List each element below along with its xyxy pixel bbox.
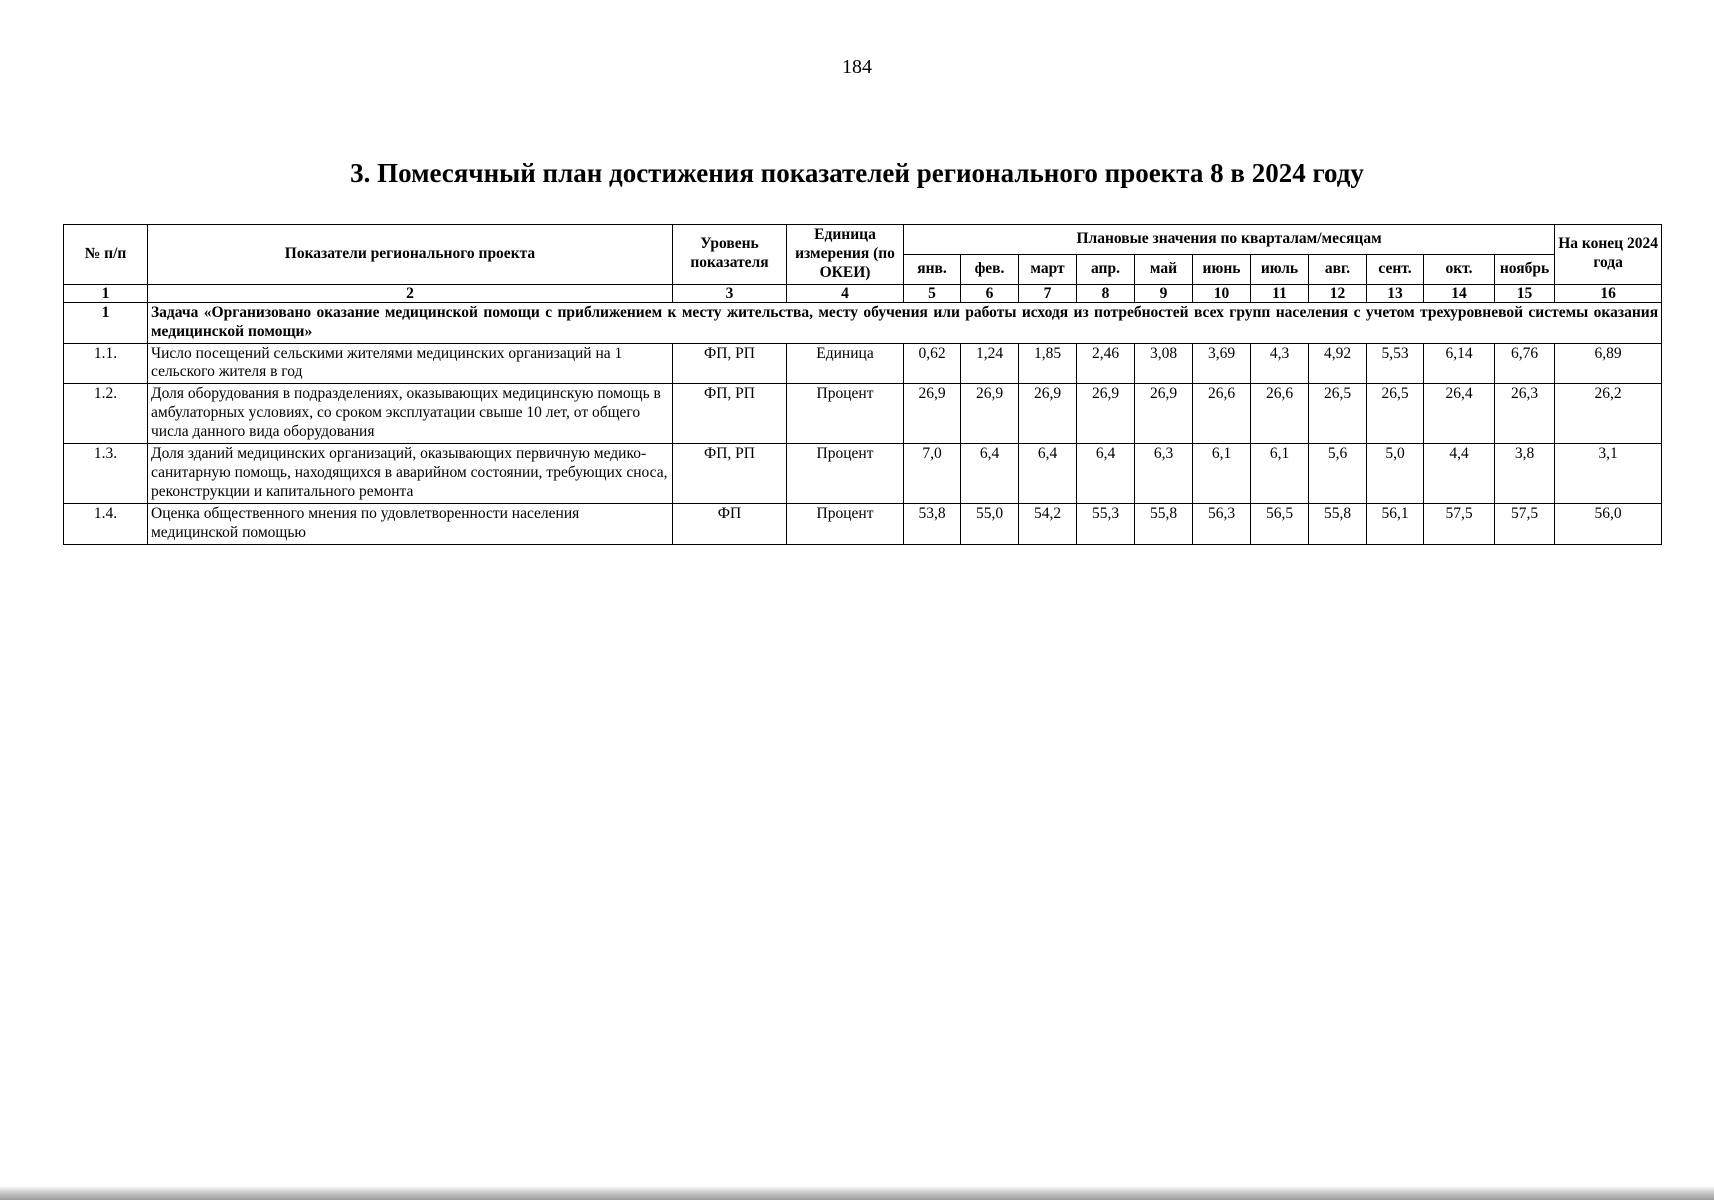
header-end-of-year: На конец 2024 года: [1555, 225, 1662, 285]
indicator-level: ФП, РП: [673, 444, 787, 504]
month-value: 1,85: [1019, 343, 1077, 384]
column-number: 2: [148, 284, 673, 302]
month-value: 7,0: [904, 444, 961, 504]
column-number: 3: [673, 284, 787, 302]
task-number: 1: [64, 302, 148, 343]
month-value: 6,76: [1495, 343, 1555, 384]
month-value: 55,8: [1309, 503, 1367, 544]
row-number: 1.1.: [64, 343, 148, 384]
column-number: 9: [1135, 284, 1193, 302]
header-row-top: [64, 225, 1662, 255]
end-of-year-value: 56,0: [1555, 503, 1662, 544]
header-indicator: Показатели регионального проекта: [148, 225, 673, 285]
month-value: 53,8: [904, 503, 961, 544]
month-value: 26,9: [1019, 384, 1077, 444]
end-of-year-value: 26,2: [1555, 384, 1662, 444]
indicator-level: ФП, РП: [673, 343, 787, 384]
monthly-plan-table: [63, 224, 1662, 545]
indicator-name: Число посещений сельскими жителями медицинских организаций на 1 сельского жителя в год: [148, 343, 673, 384]
end-of-year-value: 3,1: [1555, 444, 1662, 504]
month-value: 26,9: [1077, 384, 1135, 444]
row-number: 1.4.: [64, 503, 148, 544]
month-value: 57,5: [1424, 503, 1495, 544]
month-value: 26,5: [1367, 384, 1424, 444]
indicator-unit: Процент: [787, 503, 904, 544]
month-value: 6,3: [1135, 444, 1193, 504]
task-row: [64, 302, 1662, 343]
month-value: 4,92: [1309, 343, 1367, 384]
month-value: 6,1: [1251, 444, 1309, 504]
header-month: янв.: [904, 254, 961, 284]
month-value: 26,4: [1424, 384, 1495, 444]
table-row: [64, 503, 1662, 544]
indicator-unit: Процент: [787, 444, 904, 504]
column-number: 5: [904, 284, 961, 302]
table-row: [64, 343, 1662, 384]
column-number: 13: [1367, 284, 1424, 302]
month-value: 26,5: [1309, 384, 1367, 444]
month-value: 56,3: [1193, 503, 1251, 544]
month-value: 6,4: [961, 444, 1019, 504]
month-value: 5,6: [1309, 444, 1367, 504]
month-value: 26,6: [1193, 384, 1251, 444]
header-month: ноябрь: [1495, 254, 1555, 284]
month-value: 0,62: [904, 343, 961, 384]
month-value: 57,5: [1495, 503, 1555, 544]
month-value: 55,3: [1077, 503, 1135, 544]
header-month: сент.: [1367, 254, 1424, 284]
header-month: март: [1019, 254, 1077, 284]
month-value: 26,9: [904, 384, 961, 444]
month-value: 3,08: [1135, 343, 1193, 384]
header-level: Уровень показателя: [673, 225, 787, 285]
column-number: 11: [1251, 284, 1309, 302]
month-value: 55,0: [961, 503, 1019, 544]
month-value: 4,4: [1424, 444, 1495, 504]
indicator-name: Оценка общественного мнения по удовлетворенности населения медицинской помощью: [148, 503, 673, 544]
month-value: 54,2: [1019, 503, 1077, 544]
month-value: 56,5: [1251, 503, 1309, 544]
indicator-level: ФП, РП: [673, 384, 787, 444]
header-no: № п/п: [64, 225, 148, 285]
month-value: 26,3: [1495, 384, 1555, 444]
month-value: 5,53: [1367, 343, 1424, 384]
header-month: июнь: [1193, 254, 1251, 284]
column-number: 1: [64, 284, 148, 302]
row-number: 1.3.: [64, 444, 148, 504]
header-month: окт.: [1424, 254, 1495, 284]
month-value: 26,9: [1135, 384, 1193, 444]
month-value: 6,14: [1424, 343, 1495, 384]
column-number: 7: [1019, 284, 1077, 302]
column-number: 14: [1424, 284, 1495, 302]
month-value: 2,46: [1077, 343, 1135, 384]
header-month: фев.: [961, 254, 1019, 284]
indicator-level: ФП: [673, 503, 787, 544]
month-value: 26,9: [961, 384, 1019, 444]
column-number: 10: [1193, 284, 1251, 302]
indicator-unit: Процент: [787, 384, 904, 444]
table-row: [64, 384, 1662, 444]
document-title: 3. Помесячный план достижения показателей регионального проекта 8 в 2024 году: [350, 158, 1364, 188]
column-number: 4: [787, 284, 904, 302]
month-value: 3,69: [1193, 343, 1251, 384]
column-numbers-row: [64, 284, 1662, 302]
month-value: 4,3: [1251, 343, 1309, 384]
month-value: 26,6: [1251, 384, 1309, 444]
header-planned-values: Плановые значения по кварталам/месяцам: [904, 225, 1555, 255]
month-value: 6,4: [1077, 444, 1135, 504]
month-value: 1,24: [961, 343, 1019, 384]
month-value: 6,4: [1019, 444, 1077, 504]
header-month: апр.: [1077, 254, 1135, 284]
task-text: Задача «Организовано оказание медицинской помощи с приближением к месту жительства, месту обучения или работы исходя из потребностей всех групп населения с учетом трехуровневой системы оказания медицинской помощи»: [148, 302, 1662, 343]
row-number: 1.2.: [64, 384, 148, 444]
header-month: май: [1135, 254, 1193, 284]
header-unit: Единица измерения (по ОКЕИ): [787, 225, 904, 285]
month-value: 5,0: [1367, 444, 1424, 504]
header-month: авг.: [1309, 254, 1367, 284]
column-number: 8: [1077, 284, 1135, 302]
header-month: июль: [1251, 254, 1309, 284]
column-number: 6: [961, 284, 1019, 302]
column-number: 12: [1309, 284, 1367, 302]
column-number: 16: [1555, 284, 1662, 302]
month-value: 3,8: [1495, 444, 1555, 504]
scan-edge-shadow: [0, 1186, 1714, 1200]
month-value: 6,1: [1193, 444, 1251, 504]
indicator-unit: Единица: [787, 343, 904, 384]
indicator-name: Доля зданий медицинских организаций, оказывающих первичную медико-санитарную помощь, находящихся в аварийном состоянии, требующих сноса, реконструкции и капитального ремонта: [148, 444, 673, 504]
page-number: 184: [842, 56, 872, 78]
month-value: 55,8: [1135, 503, 1193, 544]
table-row: [64, 444, 1662, 504]
column-number: 15: [1495, 284, 1555, 302]
end-of-year-value: 6,89: [1555, 343, 1662, 384]
month-value: 56,1: [1367, 503, 1424, 544]
indicator-name: Доля оборудования в подразделениях, оказывающих медицинскую помощь в амбулаторных условиях, со сроком эксплуатации свыше 10 лет, от общего числа данного вида оборудования: [148, 384, 673, 444]
